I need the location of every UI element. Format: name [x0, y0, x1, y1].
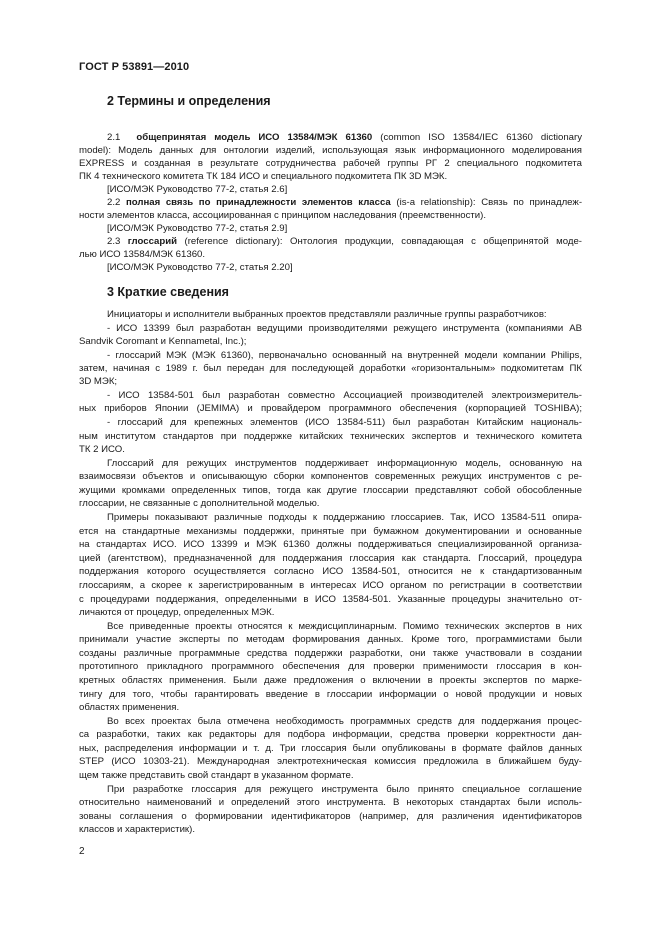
term-text: (is-a relationship): Связь по принадлеж-: [396, 197, 583, 208]
term-text: (common ISO 13584/IEC 61360 dictionary: [380, 132, 582, 143]
section-3-line: ется на стандартные механизмы поддержки, принятые при бумажном документировании и основанные: [79, 526, 582, 537]
term-2-1-line-1: [107, 132, 582, 144]
section-3-line: 3D МЭК;: [79, 376, 118, 387]
section-3-line: щем также представить свой стандарт в указанном формате.: [79, 770, 354, 781]
section-3-line: принимали участие эксперты по методам формирования данных. Кроме того, программистами были: [79, 634, 582, 645]
section-3-line: ных приборов Японии (JEMIMA) и провайдером программного обеспечения (корпорацией TOSHIBA);: [79, 403, 582, 414]
section-3-line: областях применения.: [79, 702, 180, 713]
section-3-line: ных, распределения информации и т. д. Три глоссария были опубликованы в формате файлов данных: [79, 743, 582, 754]
section-3-line: цией (агентством), предназначенной для поддержания глоссария как стандарта. Глоссарий, процедура: [79, 553, 582, 564]
section-3-line: Глоссарий для режущих инструментов поддерживает информационную модель, основанную на: [107, 458, 582, 469]
term-text: (reference dictionary): Онтология продукции, совпадающая с общепринятой моде-: [184, 236, 583, 247]
section-3-line: Инициаторы и исполнители выбранных проектов представляли различные группы разработчиков:: [107, 309, 547, 320]
section-3-line: прототипного прикладного программного обеспечения для проверки применимости глоссария в кон-: [79, 661, 582, 672]
section-3-line: классов и характеристик).: [79, 824, 195, 835]
section-3-line: Примеры показывают различные подходы к поддержанию глоссариев. Так, ИСО 13584-511 опира-: [107, 512, 582, 523]
term-number: 2.3: [107, 236, 121, 247]
section-3-line: - ИСО 13399 был разработан ведущими производителями режущего инструмента (компаниями АВ: [107, 323, 582, 334]
section-3-line: При разработке глоссария для режущего инструмента было принято специальное соглашение: [107, 784, 582, 795]
term-title: полная связь по принадлежности элементов класса: [125, 197, 391, 208]
section-heading-terms: 2 Термины и определения: [107, 94, 271, 108]
section-3-line: Sandvik Coromant и Kennametal, Inc.);: [79, 336, 247, 347]
section-3-line: глоссарии, не связанные с дополнительной моделью.: [79, 498, 320, 509]
section-3-line: относительно наименований и определений этого инструмента. В некоторых стандартах были исполь-: [79, 797, 582, 808]
section-3-line: взаимосвязи объектов и описывающую сборки компонентов современных режущих инструментов с ре-: [79, 471, 582, 482]
page-number: 2: [79, 846, 85, 857]
term-title: глоссарий: [127, 236, 178, 247]
section-3-line: са разработки, таких как редакторы для подбора информации, средства проверки корректности дан-: [79, 729, 582, 740]
section-3-line: Во всех проектах была отмечена необходимость программных средств для поддержания процес-: [107, 716, 582, 727]
section-3-line: тингу для того, чтобы гарантировать введение в глоссарии информации о новой продукции и новых: [79, 689, 582, 700]
section-3-line: созданы различные программные средства поддержки разработки, они также участвовали в создании: [79, 648, 582, 659]
term-number: 2.2: [107, 197, 121, 208]
term-2-2-line-1: [107, 197, 582, 209]
term-2-2-reference: [ИСО/МЭК Руководство 77-2, статья 2.9]: [107, 223, 288, 234]
term-2-1-line-4: ПК 4 технического комитета ТК 184 ИСО и специального подкомитета ПК 3D МЭК.: [79, 171, 448, 182]
section-3-line: жущими кромками определенных типов, тогда как другие глоссарии представляют собой обособленные: [79, 485, 582, 496]
term-2-3-line-2: лью ИСО 13584/МЭК 61360.: [79, 249, 206, 260]
term-2-1-line-2: model): Модель данных для онтологии изделий, использующая язык информационного моделирования: [79, 145, 582, 156]
section-3-line: затем, начиная с 1989 г. был передан для последующей доработки «горизонтальным» подкомитетам ПК: [79, 363, 582, 374]
term-2-1-reference: [ИСО/МЭК Руководство 77-2, статья 2.6]: [107, 184, 288, 195]
section-3-line: личаются от процедур, определенных МЭК.: [79, 607, 275, 618]
term-2-3-reference: [ИСО/МЭК Руководство 77-2, статья 2.20]: [107, 262, 293, 273]
section-3-line: ТК 2 ИСО.: [79, 444, 125, 455]
section-3-line: на стандартах ИСО. ИСО 13399 и МЭК 61360 должны поддерживаться специализированной организа-: [79, 539, 582, 550]
term-number: 2.1: [107, 132, 121, 143]
term-2-3-line-1: [107, 236, 582, 248]
section-3-line: - глоссарий для крепежных элементов (ИСО 13584-511) был разработан Китайским националь-: [107, 417, 582, 428]
section-3-line: поддержания которого осуществляется согласно ИСО 13584-501, относится не к стандартизованным: [79, 566, 582, 577]
section-3-line: ным институтом стандартов при поддержке китайских технических экспертов и технического комитета: [79, 431, 582, 442]
term-title: общепринятая модель ИСО 13584/МЭК 61360: [136, 132, 373, 143]
term-2-1-line-3: EXPRESS и созданная в результате сотрудничества рабочей группы РГ 2 специального подкомитета: [79, 158, 582, 169]
document-header: ГОСТ Р 53891—2010: [79, 61, 190, 73]
section-3-line: с процедурами поддержания, определенными в ИСО 13584-501. Указанные процедуры значительно от-: [79, 594, 582, 605]
section-3-line: - глоссарий МЭК (МЭК 61360), первоначально основанный на внутренней модели компании Philips,: [107, 350, 582, 361]
term-2-2-line-2: ности элементов класса, ассоциированная с принципом наследования (преемственности).: [79, 210, 487, 221]
section-3-line: Все приведенные проекты относятся к междисциплинарным. Помимо технических экспертов в них: [107, 621, 582, 632]
section-3-line: зованы соглашения о формировании идентификаторов (например, для различения идентификаторов: [79, 811, 582, 822]
section-3-line: глоссариям, а скорее к зарегистрированным в интересах ИСО органом по регистрации в соответствии: [79, 580, 582, 591]
section-3-line: STEP (ИСО 10303-21). Международная электротехническая комиссия предложила в ближайшем буду-: [79, 756, 582, 767]
section-3-line: кретных областях применения. Были даже предложения о включении в проекты экспертов по марке-: [79, 675, 582, 686]
section-3-line: - ИСО 13584-501 был разработан совместно Ассоциацией производителей электроизмеритель-: [107, 390, 582, 401]
section-heading-brief: 3 Краткие сведения: [107, 285, 229, 299]
